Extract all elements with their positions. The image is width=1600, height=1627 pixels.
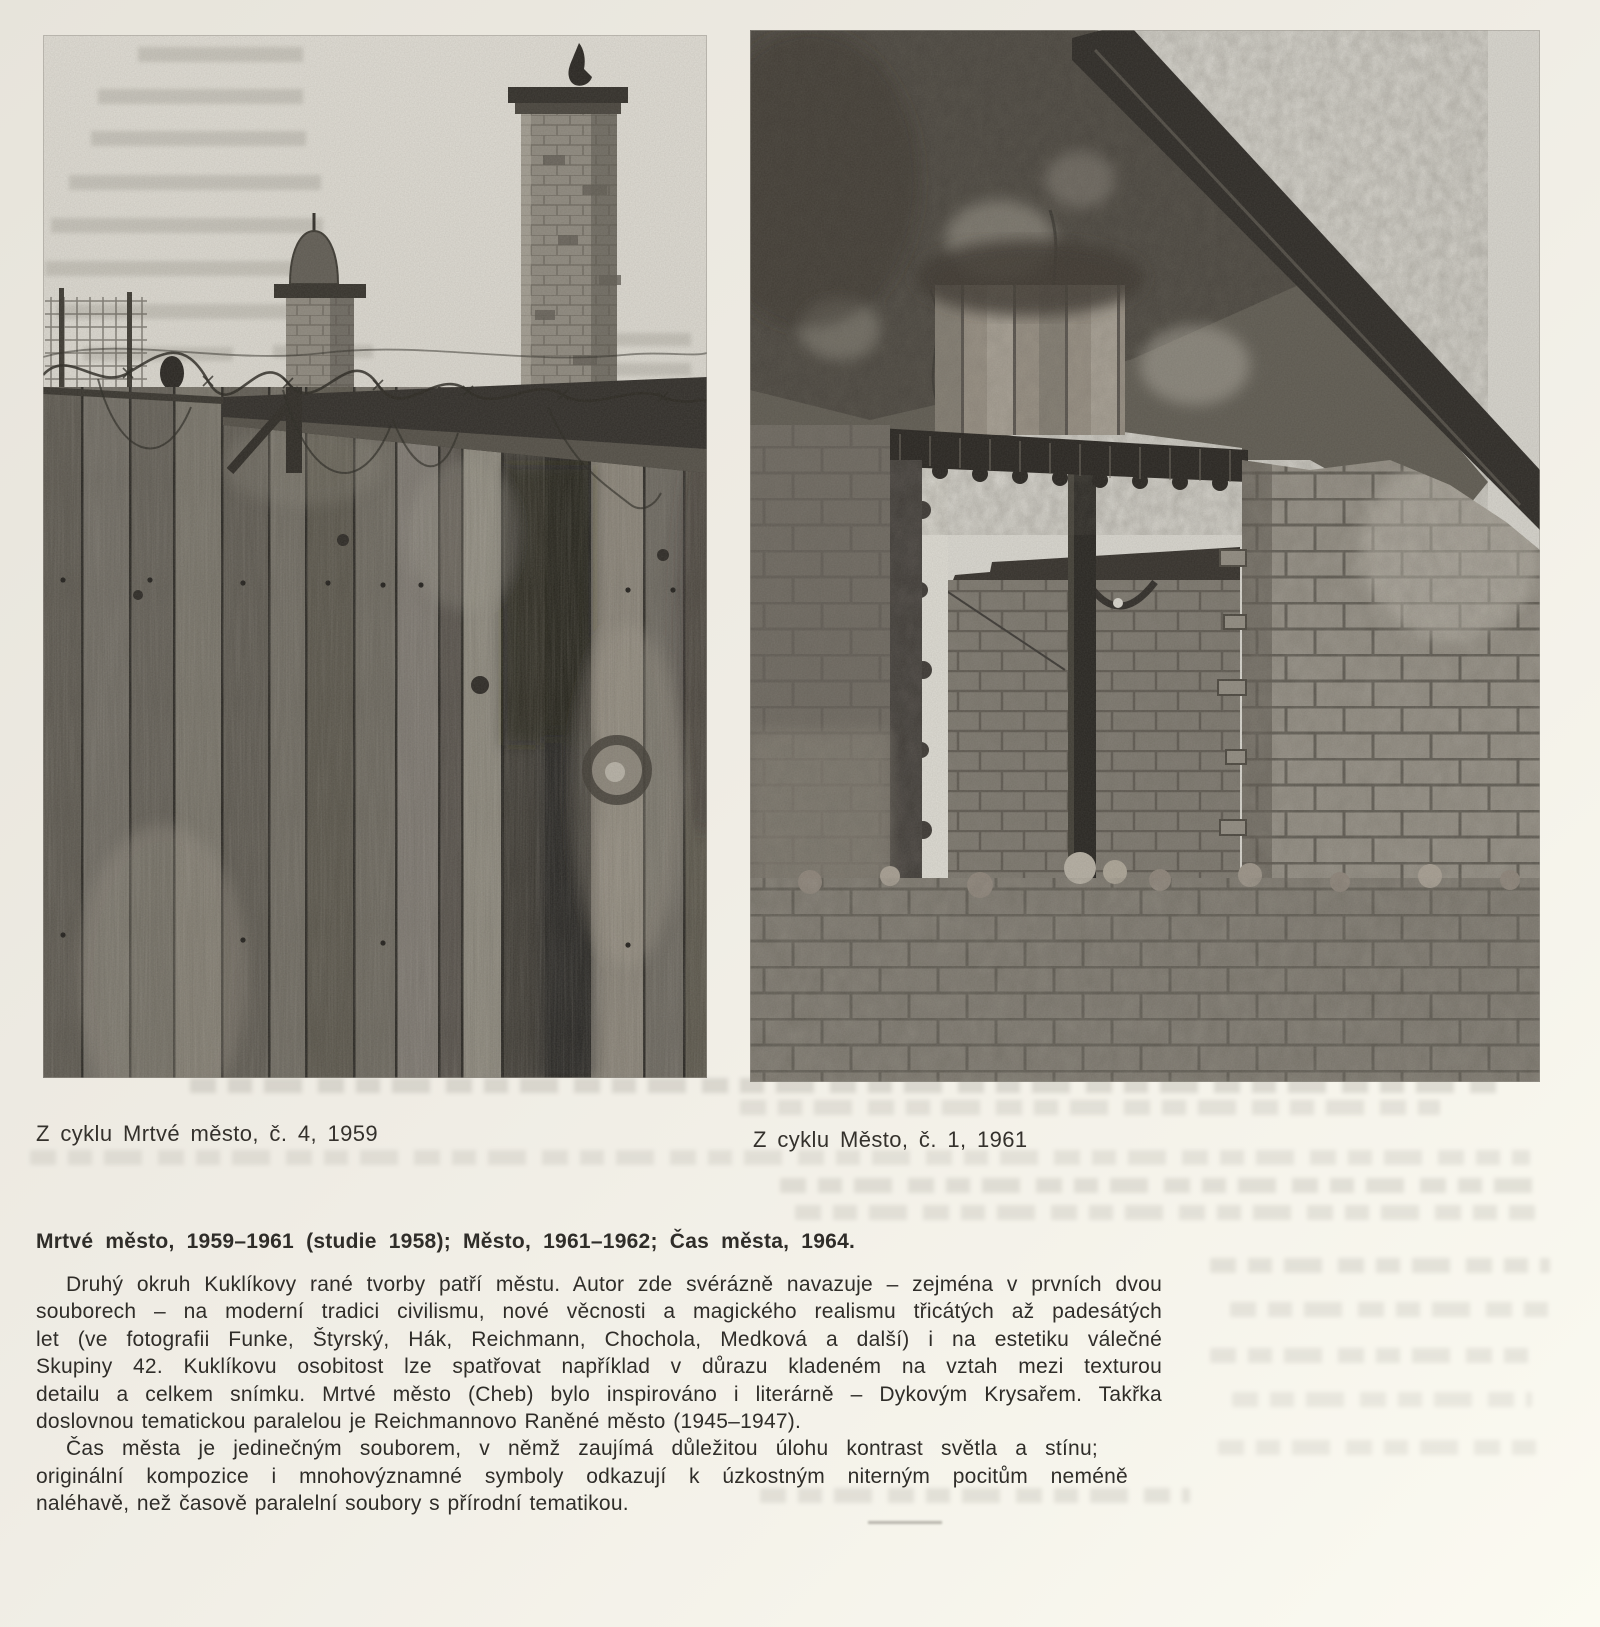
text-line: detailu a celkem snímku. Mrtvé město (Cheb) bylo inspirováno i literárně – Dykovým Krysařem. Takřka: [36, 1382, 1162, 1406]
text-line: souborech – na moderní tradici civilismu, nové věcnosti a magického realismu třicátých až padesátých: [36, 1300, 1162, 1324]
photo-city-cycle: [750, 30, 1540, 1082]
bleed-through-text: [1210, 1258, 1550, 1273]
body-text: [36, 1228, 1162, 1518]
paragraph-2: [36, 1435, 1162, 1517]
bleed-through-text: [1218, 1440, 1538, 1455]
caption-left-photo: Z cyklu Mrtvé město, č. 4, 1959: [36, 1121, 379, 1146]
bleed-through-text: [740, 1100, 1440, 1115]
bleed-through-text: [795, 1205, 1535, 1220]
text-line: doslovnou tematickou paralelou je Reichmannovo Raněné město (1945–1947).: [36, 1410, 802, 1434]
text-line: Druhý okruh Kuklíkovy rané tvorby patří městu. Autor zde svérázně navazuje – zejména v prvních dvou: [66, 1273, 1162, 1296]
text-line: Čas města je jedinečným souborem, v němž zaujímá důležitou úlohu kontrast světla a stínu;: [66, 1437, 1098, 1461]
bleed-through-text: [1232, 1392, 1532, 1407]
bleed-through-text: [1210, 1348, 1540, 1363]
text-line: naléhavě, než časově paralelní soubory s přírodní tematikou.: [36, 1492, 629, 1516]
paragraph-1: [36, 1271, 1162, 1435]
text-line: Skupiny 42. Kuklíkovu osobitost lze spatřovat například v důrazu kladeném na vztah mezi texturou: [36, 1355, 1162, 1379]
text-line: originální kompozice i mnohovýznamné symboly odkazují k úzkostným niterným pocitům neméně: [36, 1464, 1128, 1488]
bleed-through-rule: [868, 1521, 942, 1524]
bleed-through-text: [1230, 1302, 1550, 1317]
text-line: let (ve fotografii Funke, Štyrský, Hák, Reichmann, Chochola, Medková a další) i na estetiku válečné: [36, 1327, 1162, 1351]
photo-dead-city-cycle: [43, 35, 707, 1078]
caption-right-photo: Z cyklu Město, č. 1, 1961: [753, 1127, 1028, 1152]
bleed-through-text: [780, 1178, 1540, 1193]
series-heading: Mrtvé město, 1959–1961 (studie 1958); Město, 1961–1962; Čas města, 1964.: [36, 1230, 856, 1253]
